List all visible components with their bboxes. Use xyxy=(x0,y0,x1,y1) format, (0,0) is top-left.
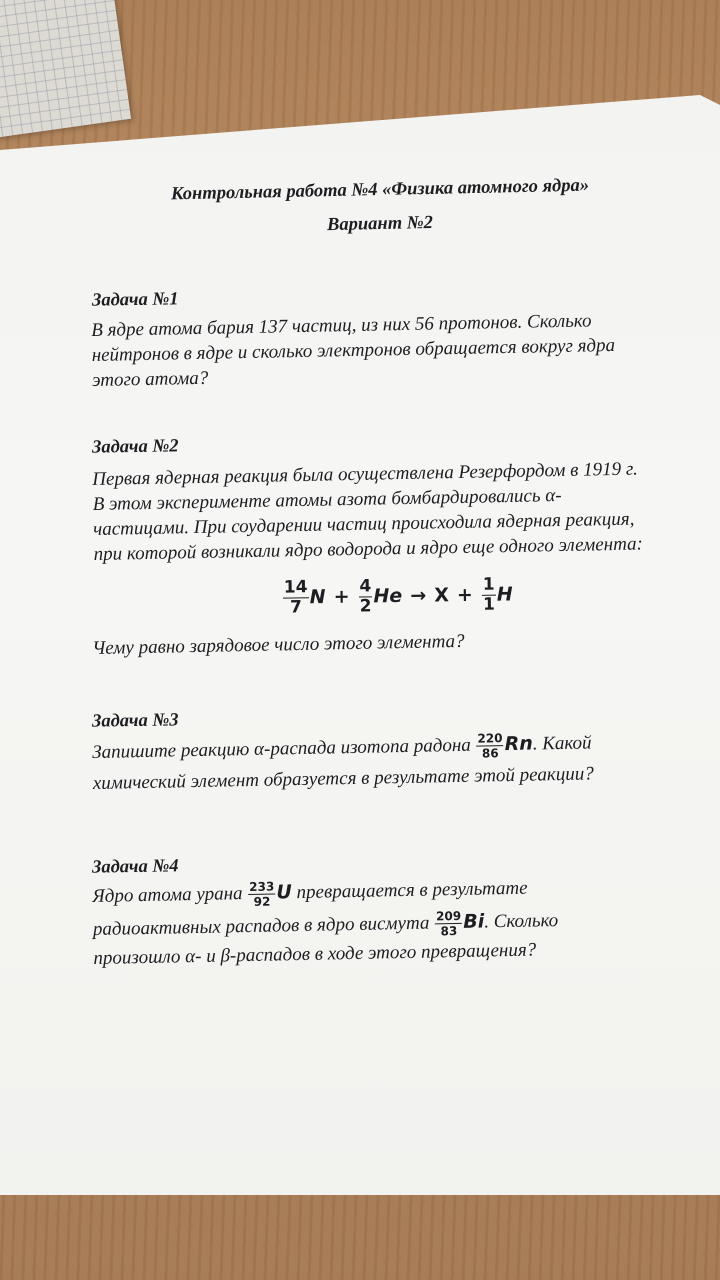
task-2-line: В этом эксперименте атомы азота бомбардировались α- xyxy=(92,484,562,515)
uranium-nuclide xyxy=(248,881,276,909)
task-2-title: Задача №2 xyxy=(91,436,179,458)
task-3-text-after: . Какой xyxy=(532,732,592,755)
task-3-text xyxy=(92,730,594,796)
helium-charge: 2 xyxy=(359,596,372,617)
task-3-title: Задача №3 xyxy=(91,710,179,732)
task-2-line: при которой возникали ядро водорода и ядро еще одного элемента: xyxy=(93,533,644,565)
task-1-line: В ядре атома бария 137 частиц, из них 56 протонов. Сколько xyxy=(91,310,592,341)
nitrogen-charge: 7 xyxy=(289,597,303,618)
helium-symbol: He xyxy=(373,584,403,608)
task-2-line: Первая ядерная реакция была осуществлена Резерфордом в 1919 г. xyxy=(92,458,639,490)
variant-label: Вариант №2 xyxy=(326,212,434,236)
task-2-line: частицами. При соударении частиц происходила ядерная реакция, xyxy=(92,508,635,540)
uranium-charge: 92 xyxy=(253,894,271,910)
task-3-line xyxy=(92,730,593,767)
plus-sign: + xyxy=(456,583,474,607)
uranium-mass: 233 xyxy=(249,879,275,895)
task-1-line: нейтронов в ядре и сколько электронов обращается вокруг ядра xyxy=(91,334,616,366)
radon-nuclide xyxy=(476,732,504,760)
task-4-line xyxy=(92,875,558,911)
hydrogen-nuclide xyxy=(482,574,496,615)
document-title: Контрольная работа №4 «Физика атомного ядра» xyxy=(170,175,590,205)
hydrogen-symbol: H xyxy=(496,583,513,606)
radon-symbol: Rn xyxy=(504,732,533,756)
radon-charge: 86 xyxy=(481,746,499,761)
task-3-line: химический элемент образуется в результате этой реакции? xyxy=(92,763,594,795)
nitrogen-nuclide xyxy=(283,579,309,616)
task-4-text-after: превращается в результате xyxy=(296,877,528,904)
task-4-text-before: Ядро атома урана xyxy=(92,883,243,907)
uranium-symbol: U xyxy=(276,881,292,904)
task-4-line2-before: радиоактивных распадов в ядро висмута xyxy=(92,912,430,941)
bismuth-nuclide xyxy=(435,910,463,938)
nitrogen-mass: 14 xyxy=(283,577,308,598)
radon-mass: 220 xyxy=(477,731,503,746)
bismuth-charge: 83 xyxy=(440,924,458,939)
plus-sign: + xyxy=(333,585,350,608)
helium-mass: 4 xyxy=(359,576,372,597)
task-4-title: Задача №4 xyxy=(91,856,179,878)
arrow-symbol: → xyxy=(410,584,427,607)
helium-nuclide xyxy=(358,578,372,615)
bismuth-mass: 209 xyxy=(435,909,462,924)
task-3-text-before: Запишите реакцию α-распада изотопа радона xyxy=(92,734,472,763)
task-1-line: этого атома? xyxy=(91,367,209,391)
hydrogen-mass: 1 xyxy=(482,574,495,595)
task-1-title: Задача №1 xyxy=(91,289,179,311)
nitrogen-symbol: N xyxy=(309,586,326,609)
task-2-text xyxy=(92,456,643,567)
task-4-line: произошло α- и β-распадов в ходе этого превращения? xyxy=(93,939,537,970)
hydrogen-charge: 1 xyxy=(482,594,496,615)
task-2-question: Чему равно зарядовое число этого элемента? xyxy=(92,630,465,659)
task-4-text xyxy=(92,875,559,971)
task-1-text xyxy=(91,308,616,393)
task-4-line2-after: . Сколько xyxy=(484,910,559,933)
bismuth-symbol: Bi xyxy=(463,910,485,934)
nuclear-reaction-formula xyxy=(282,576,513,616)
unknown-element-symbol: X xyxy=(434,584,450,607)
